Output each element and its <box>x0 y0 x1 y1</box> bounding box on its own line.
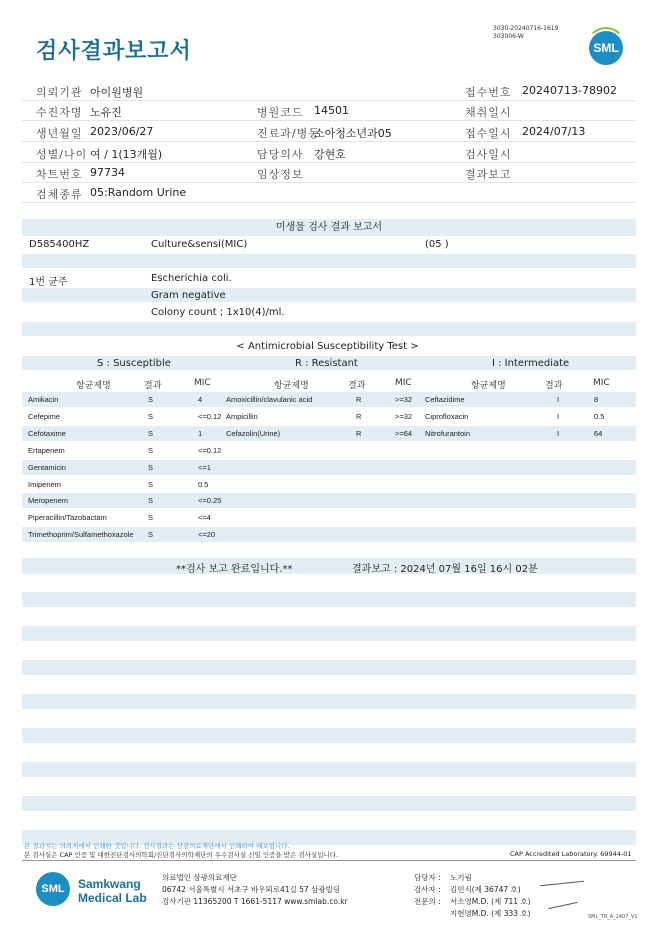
gram-stain: Gram negative <box>151 290 226 301</box>
info-row <box>22 121 636 142</box>
ast-result-cell: S <box>148 395 154 404</box>
info-value: 2024/07/13 <box>522 125 586 138</box>
info-row <box>22 80 636 101</box>
info-label: 담당의사 <box>257 148 304 161</box>
completion-band <box>22 558 636 574</box>
ast-drug-cell: Amoxicillin/clavulanic acid <box>226 395 313 404</box>
info-row <box>22 162 636 183</box>
info-label: 검사일시 <box>465 148 512 161</box>
ast-mic-cell: <=1 <box>198 462 211 472</box>
col-result-3: 결과 <box>545 381 563 391</box>
colony-count: Colony count ; 1x10(4)/ml. <box>151 307 285 318</box>
info-label: 수진자명 <box>36 106 83 119</box>
ast-row-band <box>22 426 636 441</box>
section-title: 미생물 검사 결과 보고서 <box>275 222 383 233</box>
ast-row-band <box>22 460 636 475</box>
signature-2 <box>548 902 578 909</box>
ast-drug-cell: Gentamicin <box>28 462 66 472</box>
brand-name-1: Samkwang <box>78 877 141 891</box>
ast-result-cell: S <box>148 530 154 540</box>
ast-row-band <box>22 493 636 508</box>
band <box>22 322 636 336</box>
staff-role: 검사자 : <box>414 885 441 894</box>
ast-drug-cell: Amikacin <box>28 395 59 404</box>
form-code: SML_TR_A_2407_V1 <box>588 914 638 920</box>
staff-name: 서소영M.D. (제 711 호) <box>450 897 531 906</box>
empty-band <box>22 660 636 675</box>
footer-sml-logo: SML <box>36 872 70 906</box>
info-value: 14501 <box>314 104 349 117</box>
ast-result-cell: S <box>148 513 154 523</box>
band <box>22 254 636 268</box>
staff-role: 담당자 : <box>414 873 441 882</box>
info-row <box>22 100 636 121</box>
info-value: 아이원병원 <box>90 86 144 99</box>
ast-mic-cell: >=32 <box>395 411 413 421</box>
info-label: 의뢰기관 <box>36 86 83 99</box>
ast-mic-cell: <=0.25 <box>198 496 222 506</box>
ast-result-cell: R <box>356 395 362 404</box>
info-value: 97734 <box>90 166 125 179</box>
sml-logo: SML <box>589 31 623 65</box>
footer-notice-2: 본 검사실은 CAP 인증 및 대한진단검사의학회/진단검사의학재단의 우수검사실 신임 인증을 받은 검사실입니다. <box>24 851 339 859</box>
organism: Escherichia coli. <box>151 273 232 284</box>
ast-drug-cell: Ampicillin <box>226 411 258 421</box>
info-label: 채취일시 <box>465 106 512 119</box>
info-label: 결과보고 <box>465 168 512 181</box>
ast-drug-cell: Piperacillin/Tazobactam <box>28 513 107 523</box>
result-report-time: 결과보고 : 2024년 07월 16일 16시 02분 <box>352 564 538 575</box>
empty-band <box>22 592 636 607</box>
info-label: 접수일시 <box>465 127 512 140</box>
completion-text: **검사 보고 완료입니다.** <box>176 564 293 575</box>
ast-mic-cell: 1 <box>198 428 203 438</box>
info-label: 차트번호 <box>36 168 83 181</box>
col-mic-1: MIC <box>194 378 211 388</box>
col-result-2: 결과 <box>348 381 366 391</box>
info-label: 성별/나이 <box>36 148 88 161</box>
ast-mic-cell: <=20 <box>198 530 216 540</box>
ast-result-cell: I <box>557 411 560 421</box>
info-label: 병원코드 <box>257 106 304 119</box>
ast-result-cell: S <box>148 428 154 438</box>
staff-name: 김민식(제 36747 호) <box>450 885 521 894</box>
ast-result-cell: I <box>557 428 560 438</box>
ast-drug-cell: Cefazolin(Urine) <box>226 428 281 438</box>
ast-result-cell: I <box>557 395 560 404</box>
org-name: 의료법인 삼광의료재단 <box>162 873 237 882</box>
info-value: 소아청소년과05 <box>314 127 392 140</box>
ast-drug-cell: Nitrofurantoin <box>425 428 471 438</box>
ast-mic-cell: 0.5 <box>594 411 605 421</box>
ast-mic-cell: >=64 <box>395 428 413 438</box>
info-label: 임상정보 <box>257 168 304 181</box>
ast-drug-cell: Meropenem <box>28 496 69 506</box>
org-address: 06742 서울특별시 서초구 바우뫼로41길 57 삼광빌딩 <box>162 885 341 894</box>
code-line-1: 3030-20240716-1619 <box>493 25 559 32</box>
info-value: 2023/06/27 <box>90 125 154 138</box>
staff-name: 노기림 <box>450 873 472 882</box>
test-code: D585400HZ <box>29 239 90 250</box>
info-value: 05:Random Urine <box>90 186 187 199</box>
info-label: 진료과/병동 <box>257 127 320 140</box>
footer-divider <box>22 860 636 861</box>
empty-band <box>22 762 636 777</box>
legend-resistant: R : Resistant <box>295 358 358 369</box>
ast-row-band <box>22 392 636 407</box>
cap-accreditation: CAP Accredited Laboratory. 69944-01 <box>510 850 632 858</box>
col-drug-2: 항균제명 <box>274 381 309 391</box>
col-drug-1: 항균제명 <box>76 381 111 391</box>
info-value: 여 / 1(13개월) <box>90 148 163 161</box>
ast-mic-cell: 8 <box>594 395 599 404</box>
empty-band <box>22 728 636 743</box>
info-value: 노유진 <box>90 106 122 119</box>
col-drug-3: 항균제명 <box>471 381 506 391</box>
ast-result-cell: S <box>148 462 154 472</box>
ast-mic-cell: <=4 <box>198 513 211 523</box>
ast-mic-cell: >=32 <box>395 395 413 404</box>
test-number: (05 ) <box>425 239 449 250</box>
info-value: 20240713-78902 <box>522 84 617 97</box>
ast-mic-cell: <=0.12 <box>198 411 222 421</box>
ast-drug-cell: Trimethoprim/Sulfamethoxazole <box>28 530 134 540</box>
ast-mic-cell: 0.5 <box>198 479 209 489</box>
legend-intermediate: I : Intermediate <box>492 358 570 369</box>
ast-drug-cell: Ceftazidime <box>425 395 465 404</box>
ast-mic-cell: 4 <box>198 395 203 404</box>
ast-result-cell: R <box>356 411 362 421</box>
ast-result-cell: S <box>148 411 154 421</box>
legend-susceptible: S : Susceptible <box>97 358 171 369</box>
test-name: Culture&sensi(MIC) <box>151 239 248 250</box>
org-contact: 검사기관 11365200 T 1661-5117 www.smlab.co.kr <box>162 897 348 906</box>
info-label: 생년월일 <box>36 127 83 140</box>
ast-mic-cell: 64 <box>594 428 603 438</box>
band <box>22 288 636 302</box>
empty-band <box>22 796 636 811</box>
ast-mic-cell: <=0.12 <box>198 445 222 455</box>
strain-label: 1번 균주 <box>29 277 68 288</box>
info-row <box>22 182 636 203</box>
staff-role: 전문의 : <box>414 897 441 906</box>
ast-drug-cell: Ertapenem <box>28 445 65 455</box>
ast-result-cell: R <box>356 428 362 438</box>
col-result-1: 결과 <box>144 381 162 391</box>
info-label: 접수번호 <box>465 86 512 99</box>
ast-result-cell: S <box>148 445 154 455</box>
signature-1 <box>540 881 584 887</box>
empty-band <box>22 694 636 709</box>
info-label: 검체종류 <box>36 188 83 201</box>
ast-drug-cell: Cefepime <box>28 411 61 421</box>
ast-result-cell: S <box>148 479 154 489</box>
report-code <box>493 25 558 41</box>
report-title: 검사결과보고서 <box>36 39 192 64</box>
col-mic-3: MIC <box>593 378 610 388</box>
section-header-band <box>22 219 636 236</box>
ast-drug-cell: Imipenem <box>28 479 61 489</box>
code-line-2: 303006-W <box>493 33 524 40</box>
ast-drug-cell: Ciprofloxacin <box>425 411 469 421</box>
staff-name: 지현영M.D. (제 333 호) <box>450 909 531 918</box>
footer-notice-1: 본 결과지는 의뢰처에서 인쇄한 것입니다. 검사결과는 삼광의료재단에서 인쇄하여 배포됩니다. <box>24 842 290 850</box>
ast-title: < Antimicrobial Susceptibility Test > <box>236 341 419 352</box>
ast-result-cell: S <box>148 496 154 506</box>
info-row <box>22 142 636 163</box>
empty-band <box>22 626 636 641</box>
info-value: 강현호 <box>314 148 346 161</box>
ast-drug-cell: Cefotaxime <box>28 428 66 438</box>
brand-name-2: Medical Lab <box>78 891 147 905</box>
col-mic-2: MIC <box>395 378 412 388</box>
